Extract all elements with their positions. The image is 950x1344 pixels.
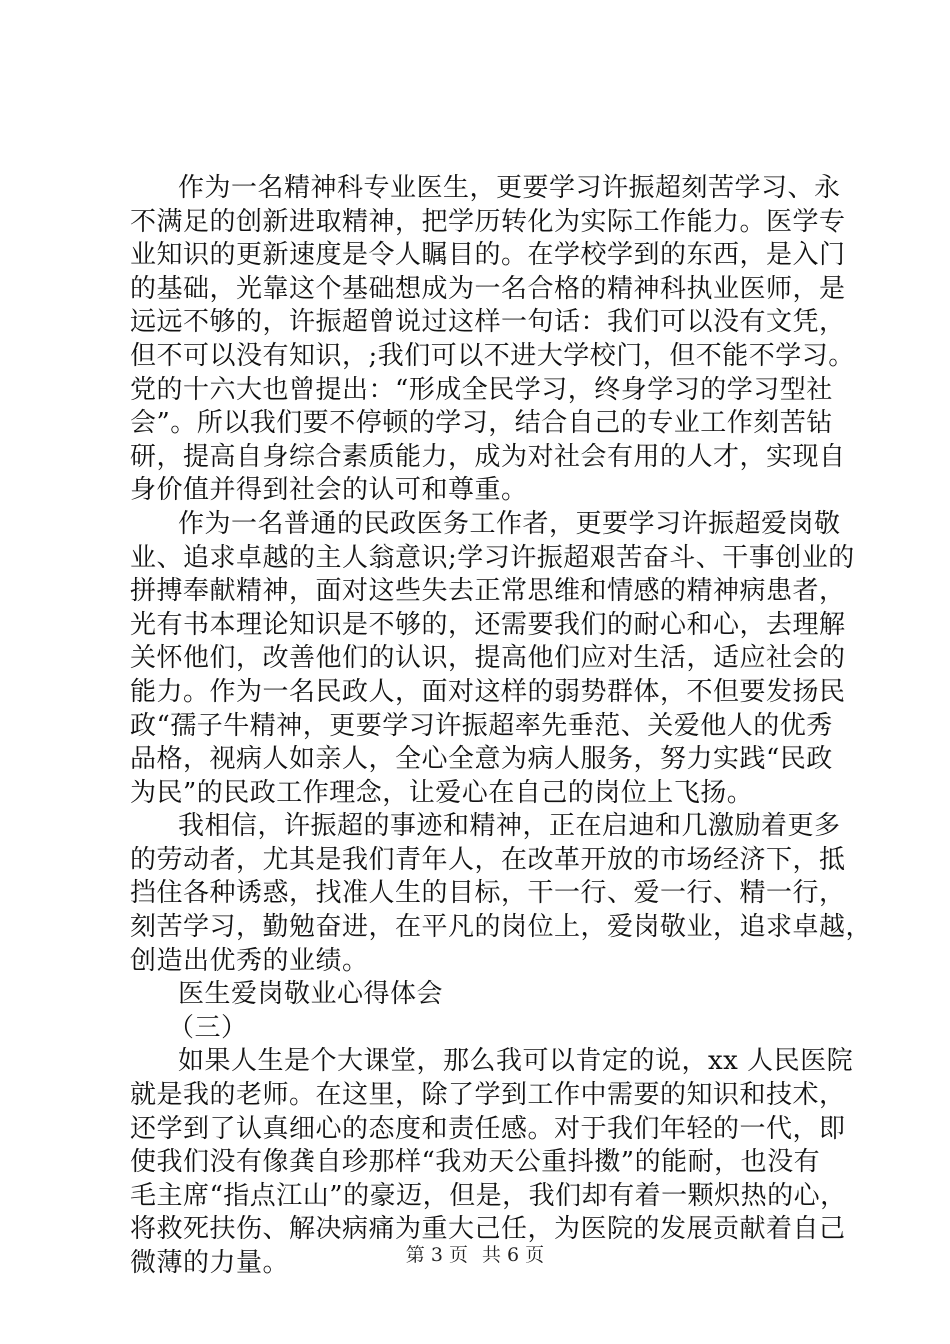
text-line: 关怀他们，改善他们的认识，提高他们应对生活，适应社会的 (130, 643, 846, 674)
section-index: （三） (168, 1012, 248, 1043)
text-line: 将救死扶伤、解决病痛为重大己任，为医院的发展贡献着自己 (130, 1214, 846, 1245)
section-heading (130, 978, 830, 1012)
text-line: 就是我的老师。在这里，除了学到工作中需要的知识和技术， (130, 1080, 846, 1111)
text-line: 作为一名普通的民政医务工作者，更要学习许振超爱岗敬 (178, 508, 841, 539)
text-line: 会”。所以我们要不停顿的学习，结合自己的专业工作刻苦钻 (130, 408, 833, 439)
text-line: 为民”的民政工作理念，让爱心在自己的岗位上飞扬。 (130, 777, 754, 808)
text-line: 使我们没有像龚自珍那样“我劝天公重抖擞”的能耐，也没有 (130, 1147, 821, 1178)
text-line: 业知识的更新速度是令人瞩目的。在学校学到的东西，是入门 (130, 240, 846, 271)
document-body (130, 172, 873, 1281)
paragraph-belief (130, 810, 873, 978)
text-line: 毛主席“指点江山”的豪迈，但是，我们却有着一颗炽热的心， (130, 1180, 847, 1211)
text-line: 还学到了认真细心的态度和责任感。对于我们年轻的一代，即 (130, 1113, 846, 1144)
text-line: 能力。作为一名民政人，面对这样的弱势群体，不但要发扬民 (130, 676, 846, 707)
text-line: 但不可以没有知识，;我们可以不进大学校门，但不能不学习。 (130, 340, 855, 371)
text-line: 作为一名精神科专业医生，更要学习许振超刻苦学习、永 (178, 173, 841, 203)
page-total: 共 6 页 (482, 1244, 545, 1266)
text-line: 微薄的力量。 (130, 1248, 290, 1278)
paragraph-study (130, 172, 855, 508)
text-line: 刻苦学习，勤勉奋进，在平凡的岗位上，爱岗敬业，追求卓越， (130, 912, 873, 943)
text-line: 创造出优秀的业绩。 (130, 945, 369, 976)
text-line: 拼搏奉献精神，面对这些失去正常思维和情感的精神病患者， (130, 576, 846, 607)
text-line: 我相信，许振超的事迹和精神，正在启迪和几激励着更多 (178, 811, 841, 842)
text-line: 远远不够的，许振超曾说过这样一句话：我们可以没有文凭， (130, 307, 846, 338)
text-line: 挡住各种诱惑，找准人生的目标，干一行、爱一行、精一行， (130, 878, 846, 909)
paragraph-civil-affairs (130, 508, 855, 810)
text-line: 研，提高自身综合素质能力，成为对社会有用的人才，实现自 (130, 441, 846, 472)
page-footer (0, 1240, 950, 1267)
text-line: 光有书本理论知识是不够的，还需要我们的耐心和心，去理解 (130, 609, 846, 640)
text-line: 身价值并得到社会的认可和尊重。 (130, 475, 528, 506)
text-line: 的劳动者，尤其是我们青年人，在改革开放的市场经济下，抵 (130, 844, 846, 875)
text-line: 党的十六大也曾提出：“形成全民学习，终身学习的学习型社 (130, 374, 833, 405)
text-line: 的基础，光靠这个基础想成为一名合格的精神科执业医师，是 (130, 273, 846, 304)
text-line: 业、追求卓越的主人翁意识;学习许振超艰苦奋斗、干事创业的 (130, 542, 855, 573)
section-title: 医生爱岗敬业心得体会 (178, 979, 444, 1010)
page-number: 第 3 页 (405, 1244, 468, 1266)
text-line: 品格，视病人如亲人，全心全意为病人服务，努力实践“民政 (130, 744, 833, 775)
text-line: 如果人生是个大课堂，那么我可以肯定的说，xx 人民医院 (178, 1046, 854, 1077)
section-number (130, 1012, 830, 1046)
text-line: 不满足的创新进取精神，把学历转化为实际工作能力。医学专 (130, 206, 846, 237)
text-line: 政“孺子牛精神，更要学习许振超率先垂范、关爱他人的优秀 (130, 710, 833, 741)
